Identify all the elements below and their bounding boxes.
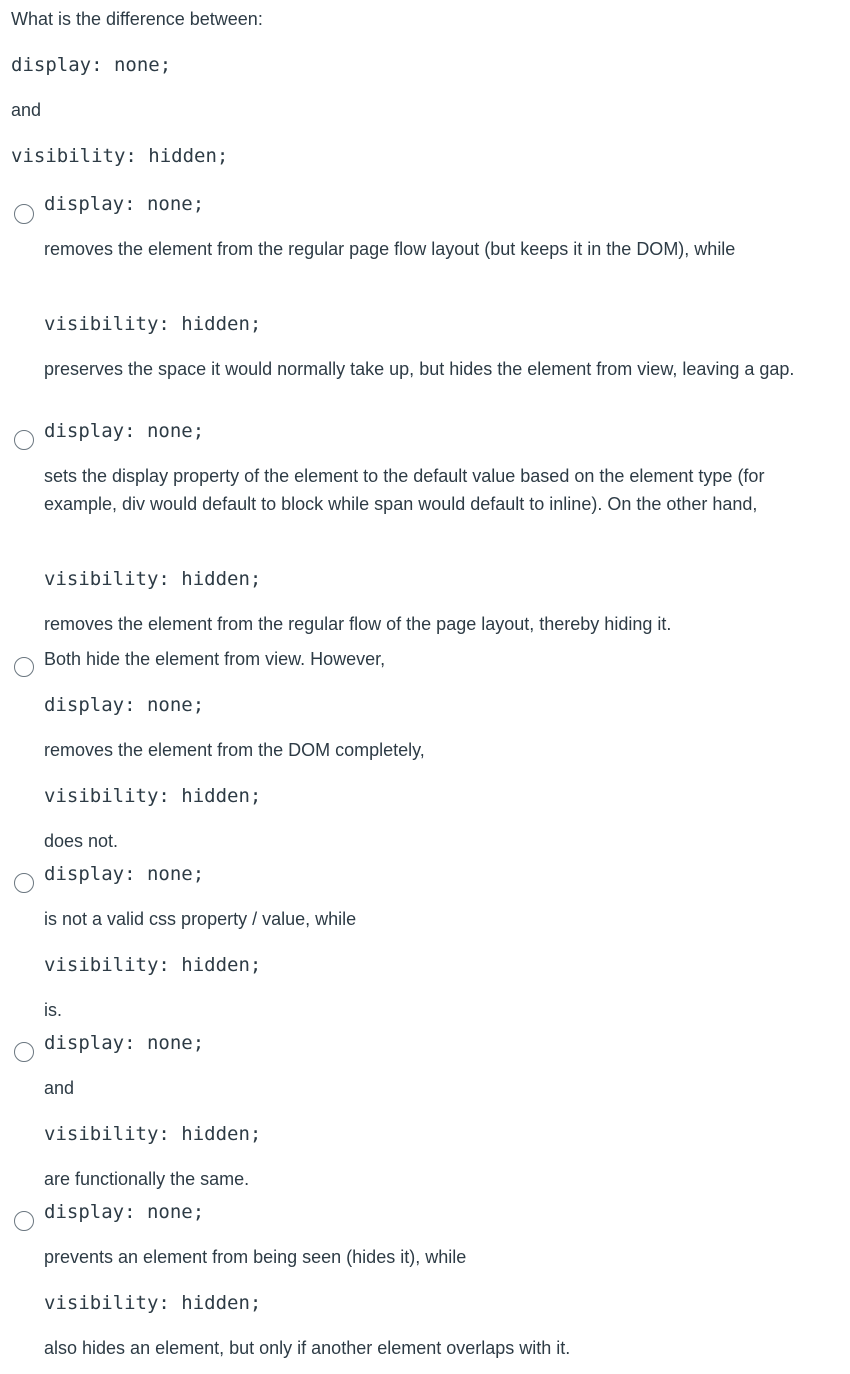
option-5-text-b: are functionally the same. xyxy=(44,1169,250,1189)
option-4-code-b: visibility: hidden; xyxy=(44,954,262,976)
option-2-code-b: visibility: hidden; xyxy=(44,568,262,590)
option-5-text-a: and xyxy=(44,1078,75,1098)
option-4-code-a: display: none; xyxy=(44,863,205,885)
option-3-code-b: visibility: hidden; xyxy=(44,785,262,807)
option-4-text-b: is. xyxy=(44,1000,62,1020)
option-2-code-a: display: none; xyxy=(44,420,205,442)
option-6-text-b: also hides an element, but only if another element overlaps with it. xyxy=(44,1338,571,1358)
option-2-text-b: removes the element from the regular flow of the page layout, thereby hiding it. xyxy=(44,614,672,634)
option-5-code-b: visibility: hidden; xyxy=(44,1123,262,1145)
radio-button-option-6[interactable] xyxy=(14,1211,34,1231)
question-code-visibility: visibility: hidden; xyxy=(11,145,229,167)
option-2-text-a: sets the display property of the element to the default value based on the element type (for example, div would default to block while span would default to inline). On the other hand, xyxy=(44,466,765,514)
question-and: and xyxy=(11,100,42,120)
radio-button-option-3[interactable] xyxy=(14,657,34,677)
question-code-display: display: none; xyxy=(11,54,172,76)
option-1-code-a: display: none; xyxy=(44,193,205,215)
option-3-code-a: display: none; xyxy=(44,694,205,716)
radio-button-option-1[interactable] xyxy=(14,204,34,224)
question-prompt: What is the difference between: xyxy=(11,9,263,29)
option-4-text-a: is not a valid css property / value, while xyxy=(44,909,357,929)
option-5-code-a: display: none; xyxy=(44,1032,205,1054)
option-6-code-a: display: none; xyxy=(44,1201,205,1223)
option-3-text-b: does not. xyxy=(44,831,119,851)
radio-button-option-4[interactable] xyxy=(14,873,34,893)
option-6-code-b: visibility: hidden; xyxy=(44,1292,262,1314)
option-3-lead: Both hide the element from view. However, xyxy=(44,649,386,669)
radio-button-option-2[interactable] xyxy=(14,430,34,450)
option-3-text-a: removes the element from the DOM completely, xyxy=(44,740,425,760)
radio-button-option-5[interactable] xyxy=(14,1042,34,1062)
option-1-text-a: removes the element from the regular page flow layout (but keeps it in the DOM), while xyxy=(44,239,736,259)
option-1-text-b: preserves the space it would normally take up, but hides the element from view, leaving a gap. xyxy=(44,359,795,379)
option-6-text-a: prevents an element from being seen (hides it), while xyxy=(44,1247,467,1267)
option-1-code-b: visibility: hidden; xyxy=(44,313,262,335)
